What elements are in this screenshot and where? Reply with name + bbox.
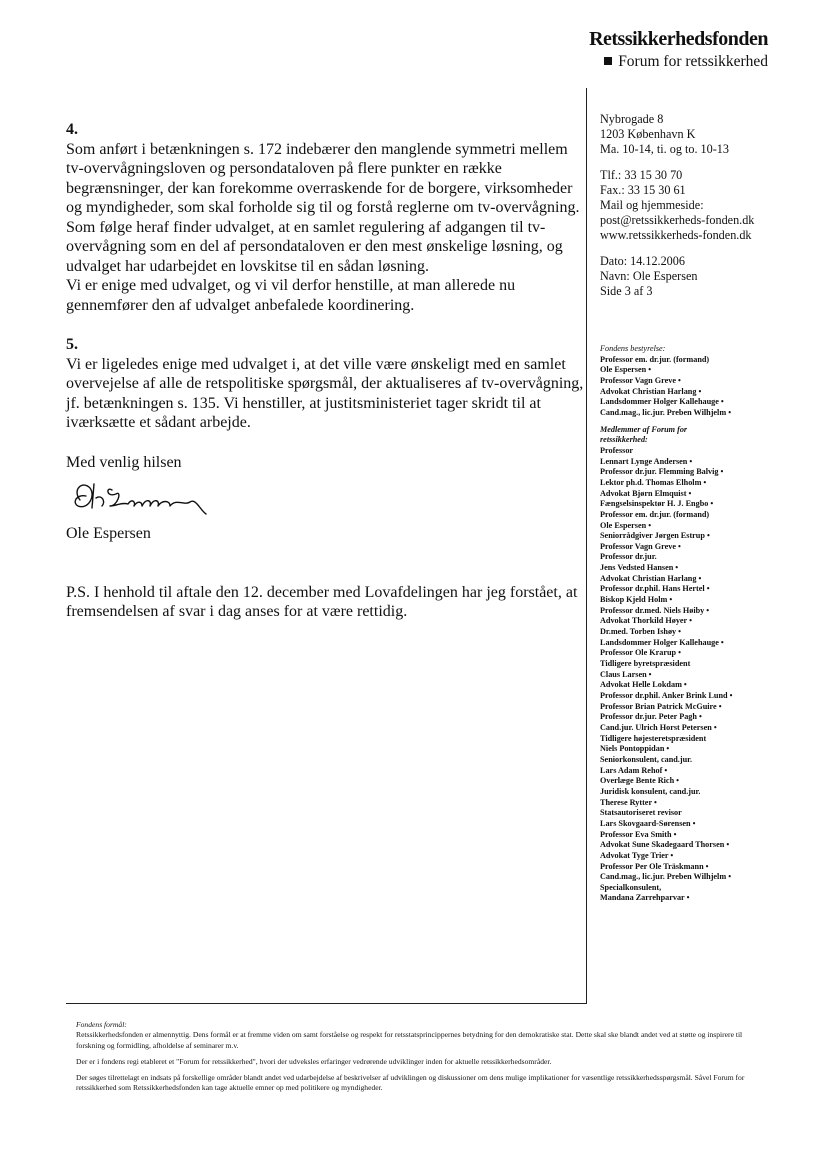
website: www.retssikkerheds-fonden.dk bbox=[600, 228, 752, 243]
board-member: Advokat Christian Harlang • bbox=[600, 386, 702, 396]
closing-greeting: Med venlig hilsen bbox=[66, 453, 182, 471]
board-member: Cand.mag., lic.jur. Preben Wilhjelm • bbox=[600, 407, 732, 417]
opening-hours: Ma. 10-14, ti. og to. 10-13 bbox=[600, 142, 729, 157]
page-number: Side 3 af 3 bbox=[600, 284, 653, 299]
forum-member: Advokat Christian Harlang • bbox=[600, 573, 702, 583]
forum-member: Biskop Kjeld Holm • bbox=[600, 595, 673, 605]
forum-member: Jens Vedsted Hansen • bbox=[600, 563, 679, 573]
forum-member: Advokat Sune Skadegaard Thorsen • bbox=[600, 840, 730, 850]
forum-member: Fængselsinspektør H. J. Engbo • bbox=[600, 499, 714, 509]
forum-member: Dr.med. Torben Ishøy • bbox=[600, 627, 682, 637]
section-4-paragraph-2: Vi er enige med udvalget, og vi vil derfor henstille, at man allerede nu gennemfører den af udvalget anbefalede koordinering. bbox=[66, 277, 516, 314]
forum-member: Professor dr.jur. Peter Pagh • bbox=[600, 712, 702, 722]
email-address: post@retssikkerheds-fonden.dk bbox=[600, 213, 755, 228]
handwritten-signature bbox=[66, 476, 584, 520]
contact-info bbox=[600, 112, 800, 299]
letter-body bbox=[66, 120, 584, 622]
forum-member-list bbox=[600, 446, 810, 904]
forum-member: Professor dr.med. Niels Høiby • bbox=[600, 605, 710, 615]
footer-title: Fondens formål: bbox=[76, 1020, 127, 1029]
organization-subtitle-text: Forum for retssikkerhed bbox=[618, 53, 768, 70]
section-4-number: 4. bbox=[66, 121, 78, 138]
forum-member: Statsautoriseret revisor bbox=[600, 808, 682, 818]
forum-member: Mandana Zarrehparvar • bbox=[600, 893, 690, 903]
vertical-divider bbox=[586, 88, 587, 1004]
forum-member: Tidligere byretspræsident bbox=[600, 659, 691, 669]
square-bullet-icon bbox=[604, 57, 612, 65]
forum-member: Professor Brian Patrick McGuire • bbox=[600, 701, 722, 711]
forum-member: Advokat Tyge Trier • bbox=[600, 850, 674, 860]
board-member: Professor Vagn Greve • bbox=[600, 375, 681, 385]
forum-member: Specialkonsulent, bbox=[600, 882, 662, 892]
forum-member: Lars Skovgaard-Sørensen • bbox=[600, 818, 696, 828]
letter-date: Dato: 14.12.2006 bbox=[600, 253, 685, 268]
phone-number: Tlf.: 33 15 30 70 bbox=[600, 167, 683, 182]
address-line-1: Nybrogade 8 bbox=[600, 112, 664, 126]
forum-member: Cand.jur. Ulrich Horst Petersen • bbox=[600, 722, 717, 732]
forum-member: Overlæge Bente Rich • bbox=[600, 776, 680, 786]
forum-member: Professor bbox=[600, 445, 634, 455]
organization-name: Retssikkerhedsfonden bbox=[589, 28, 768, 50]
letterhead bbox=[589, 28, 768, 71]
member-lists bbox=[600, 344, 810, 904]
forum-member: Professor Vagn Greve • bbox=[600, 541, 681, 551]
section-5-paragraph: Vi er ligeledes enige med udvalget i, at det ville være ønskeligt med en samlet overvejelse af alle de retspolitiske spørgsmål, der aktualiseres af tv-overvågning, jf. betænkningen s. 135. Vi henstiller, at justitsministeriet tager skridt til at iværksætte et sådant arbejde. bbox=[66, 355, 584, 431]
forum-member: Seniorkonsulent, cand.jur. bbox=[600, 754, 693, 764]
postscript: P.S. I henhold til aftale den 12. december med Lovafdelingen har jeg forstået, at fremsendelsen af svar i dag anses for at være rettidig. bbox=[66, 583, 578, 620]
signature-drawing bbox=[66, 476, 266, 520]
forum-member: Therese Rytter • bbox=[600, 797, 657, 807]
section-5-number: 5. bbox=[66, 336, 78, 353]
forum-member: Cand.mag., lic.jur. Preben Wilhjelm • bbox=[600, 872, 732, 882]
footer-paragraph-2: Der er i fondens regi etableret et "Forum for retssikkerhed", hvori der udveksles erfaringer vedrørende udviklinger inden for aktuelle retssikkerhedsområder. bbox=[76, 1056, 552, 1066]
forum-member: Professor Eva Smith • bbox=[600, 829, 677, 839]
forum-member: Professor Per Ole Träskmann • bbox=[600, 861, 709, 871]
section-4-paragraph-1: Som anført i betænkningen s. 172 indebærer den manglende symmetri mellem tv-overvågningsloven og persondataloven på flere punkter en række begrænsninger, der kan forekomme overraskende for de borgere, virksomheder og myndigheder, som skal forholde sig til og forstå reglerne om tv-overvågning. Som følge heraf finder udvalget, at en samlet regulering af adgangen til tv-overvågning som en del af persondataloven er den mest ønskelige løsning, og udvalget har udarbejdet en lovskitse til en sådan løsning. bbox=[66, 140, 580, 275]
board-member-list bbox=[600, 355, 810, 419]
forum-member: Lennart Lynge Andersen • bbox=[600, 456, 693, 466]
forum-member: Ole Espersen • bbox=[600, 520, 652, 530]
forum-member: Landsdommer Holger Kallehauge • bbox=[600, 637, 724, 647]
forum-member: Lars Adam Rehof • bbox=[600, 765, 668, 775]
forum-member: Professor dr.phil. Hans Hertel • bbox=[600, 584, 710, 594]
forum-member: Professor em. dr.jur. (formand) bbox=[600, 509, 710, 519]
forum-member: Claus Larsen • bbox=[600, 669, 652, 679]
forum-member: Lektor ph.d. Thomas Elholm • bbox=[600, 477, 707, 487]
footer-paragraph-1: Retssikkerhedsfonden er almennyttig. Dens formål er at fremme viden om samt forståelse og respekt for retsstatsprincippernes betydning for den demokratiske stat. Dette skal ske blandt andet ved at støtte og inspirere til forskning og formidling, afholdelse af seminarer m.v. bbox=[76, 1030, 743, 1050]
mail-label: Mail og hjemmeside: bbox=[600, 198, 704, 213]
letter-author: Navn: Ole Espersen bbox=[600, 268, 698, 283]
forum-heading: Medlemmer af Forum for retssikkerhed: bbox=[600, 424, 688, 445]
board-member: Landsdommer Holger Kallehauge • bbox=[600, 397, 724, 407]
forum-member: Advokat Helle Lokdam • bbox=[600, 680, 687, 690]
footer-paragraph-3: Der søges tilrettelagt en indsats på forskellige områder blandt andet ved udarbejdelse af beskrivelser af udviklingen og diskussioner om dens mulige implikationer for væsentlige retssikkerhedsspørgsmål. Såvel Forum for retssikkerhed som Retssikkerhedsfonden kan tage aktuelle emner op med politikere og myndigheder. bbox=[76, 1073, 745, 1093]
organization-subtitle bbox=[589, 53, 768, 71]
forum-member: Tidligere højesteretspræsident bbox=[600, 733, 707, 743]
forum-member: Advokat Thorkild Høyer • bbox=[600, 616, 692, 626]
forum-member: Seniorrådgiver Jørgen Estrup • bbox=[600, 531, 710, 541]
forum-member: Professor dr.jur. bbox=[600, 552, 657, 562]
forum-member: Niels Pontoppidan • bbox=[600, 744, 670, 754]
forum-member: Professor dr.phil. Anker Brink Lund • bbox=[600, 691, 733, 700]
forum-member: Professor Ole Krarup • bbox=[600, 648, 682, 658]
board-heading: Fondens bestyrelse: bbox=[600, 344, 666, 353]
address-line-2: 1203 København K bbox=[600, 127, 696, 142]
board-member: Professor em. dr.jur. (formand) bbox=[600, 354, 710, 364]
fax-number: Fax.: 33 15 30 61 bbox=[600, 182, 686, 197]
forum-member: Advokat Bjørn Elmquist • bbox=[600, 488, 692, 498]
horizontal-divider bbox=[66, 1003, 586, 1004]
footer-purpose bbox=[76, 1020, 756, 1100]
forum-member: Juridisk konsulent, cand.jur. bbox=[600, 786, 701, 796]
board-member: Ole Espersen • bbox=[600, 365, 652, 375]
forum-member: Professor dr.jur. Flemming Balvig • bbox=[600, 467, 724, 477]
signer-name: Ole Espersen bbox=[66, 525, 151, 542]
